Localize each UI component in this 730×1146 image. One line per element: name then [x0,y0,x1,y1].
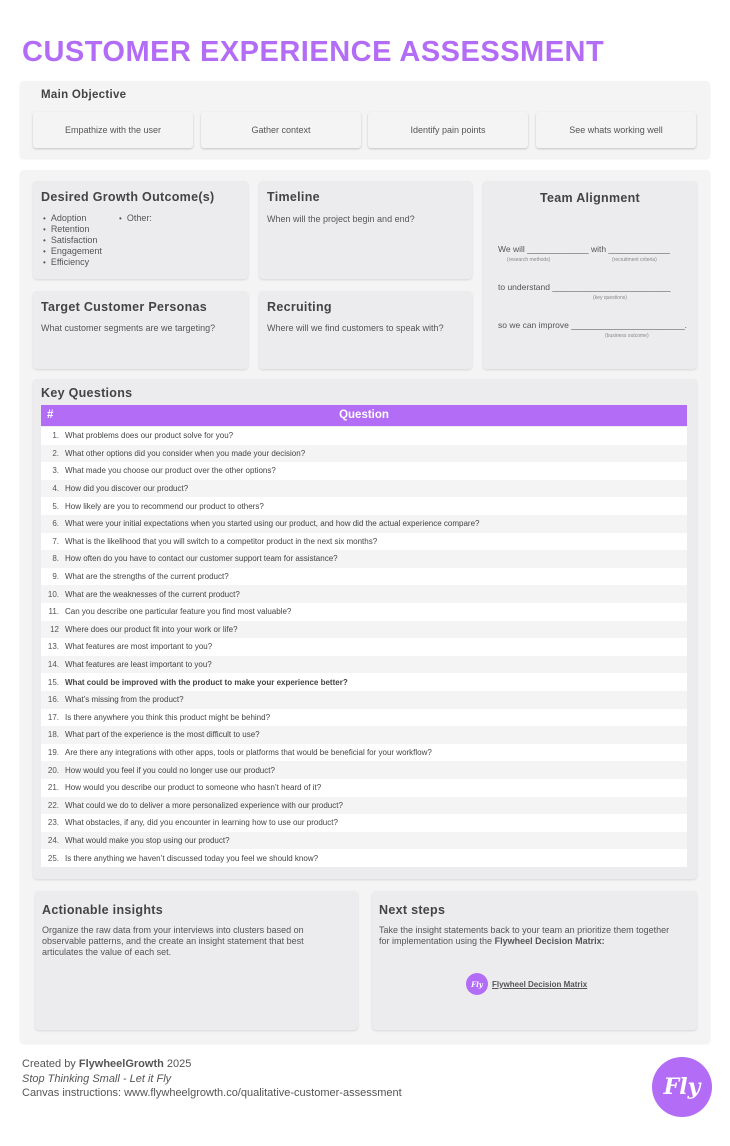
key-questions-card [33,379,697,879]
question-number: 24. [47,836,59,846]
question-text: What could be improved with the product to make your experience better? [65,677,348,687]
growth-outcome-list [43,213,102,268]
actionable-insights-card [35,891,358,1030]
timeline-card [259,181,472,279]
question-text: What part of the experience is the most difficult to use? [65,730,260,740]
question-number: 14. [47,660,59,670]
question-row [41,849,687,867]
main-objective-panel [20,81,710,158]
question-text: What were your initial expectations when you started using our product, and how did the actual experience compare? [65,519,480,529]
flywheel-decision-matrix-label: Flywheel Decision Matrix [492,979,588,989]
team-alignment-card [483,181,697,369]
question-row [41,726,687,744]
question-number: 8. [52,554,59,564]
growth-outcome-item: • Retention [43,224,102,235]
growth-outcome-item: • Satisfaction [43,235,102,246]
question-text: How likely are you to recommend our product to others? [65,501,264,511]
page-title: CUSTOMER EXPERIENCE ASSESSMENT [22,36,605,68]
next-steps-matrix-mention: Flywheel Decision Matrix: [494,936,605,946]
questions-table-header [41,405,687,426]
main-objective-title: Main Objective [41,89,127,101]
question-number: 12 [50,624,59,634]
next-steps-body: Take the insight statements back to your team an prioritize them together for implementation using the [379,925,670,946]
question-text: What obstacles, if any, did you encounter in learning how to use our product? [65,818,338,828]
question-row [41,585,687,603]
question-number: 22. [47,800,59,810]
alignment-line-research: We will _____________ with _____________ [498,244,670,254]
personas-title: Target Customer Personas [41,300,208,314]
alignment-sub-questions: (key questions) [593,295,627,301]
alignment-line-improve: so we can improve ________________________. [498,320,688,330]
question-text: What is the likelihood that you will switch to a competitor product in the next six months? [65,536,378,546]
question-text: Where does our product fit into your work or life? [65,624,238,634]
question-text: How would you feel if you could no longer use our product? [65,765,275,775]
question-row [41,744,687,762]
question-row [41,497,687,515]
question-number: 4. [52,484,59,494]
question-number: 9. [52,572,59,582]
footer-instructions: Canvas instructions: www.flywheelgrowth.co/qualitative-customer-assessment [22,1087,402,1099]
question-row [41,427,687,445]
question-row [41,761,687,779]
question-row [41,638,687,656]
growth-outcome-title: Desired Growth Outcome(s) [41,190,215,204]
question-text: How would you describe our product to someone who hasn’t heard of it? [65,783,322,793]
question-text: What could we do to deliver a more personalized experience with our product? [65,800,343,810]
question-row [41,797,687,815]
question-text: How did you discover our product? [65,484,189,494]
question-number: 13. [47,642,59,652]
question-text: Is there anywhere you think this product might be behind? [65,712,271,722]
question-row [41,656,687,674]
question-row [41,515,687,533]
question-number: 11. [48,607,59,617]
question-text: What other options did you consider when you made your decision? [65,448,306,458]
question-number: 21. [47,783,59,793]
question-row [41,832,687,850]
flywheel-logo-icon: Fly [466,973,488,995]
question-row [41,533,687,551]
timeline-text: When will the project begin and end? [267,214,415,224]
question-row [41,603,687,621]
question-text: What would make you stop using our product? [65,836,230,846]
recruiting-text: Where will we find customers to speak with? [267,323,444,333]
alignment-sub-criteria: (recruitment criteria) [612,257,657,263]
question-number: 3. [52,466,59,476]
question-row [41,462,687,480]
objective-working-well-button[interactable]: See whats working well [536,112,696,148]
recruiting-title: Recruiting [267,300,332,314]
personas-card [33,291,248,369]
question-text: What’s missing from the product? [65,695,184,705]
timeline-title: Timeline [267,190,320,204]
growth-other-list [119,213,152,224]
column-header-number: # [47,409,54,421]
team-alignment-title: Team Alignment [539,191,641,205]
personas-text: What customer segments are we targeting? [41,323,216,333]
question-row [41,709,687,727]
question-text: How often do you have to contact our customer support team for assistance? [65,554,338,564]
alignment-sub-research: (research methods) [507,257,551,263]
next-steps-card [372,891,697,1030]
flywheel-logo: Fly [652,1057,712,1117]
column-header-question: Question [339,409,389,421]
flywheel-decision-matrix-link[interactable] [466,973,587,995]
question-text: Can you describe one particular feature you find most valuable? [65,607,292,617]
question-text: What are the strengths of the current product? [65,572,229,582]
growth-outcome-item: • Engagement [43,246,102,257]
question-number: 16. [47,695,59,705]
question-row [41,673,687,691]
footer-brand: FlywheelGrowth [78,1058,164,1070]
question-number: 2. [52,448,59,458]
question-row [41,445,687,463]
footer [22,1057,402,1101]
question-number: 23. [47,818,59,828]
question-number: 15. [47,677,59,687]
question-text: What problems does our product solve for you? [65,431,234,441]
growth-outcome-card [33,181,248,279]
question-row [41,779,687,797]
question-number: 6. [52,519,59,529]
objective-empathize-button[interactable]: Empathize with the user [33,112,193,148]
key-questions-title: Key Questions [41,386,133,400]
next-steps-text [379,925,679,947]
insights-text: Organize the raw data from your interviews into clusters based on observable patterns, and the create an insight statement that best articulates the value of each set. [42,925,304,957]
question-number: 5. [52,501,59,511]
question-row [41,550,687,568]
footer-tagline: Stop Thinking Small - Let it Fly [22,1072,172,1085]
assessment-panel [20,170,710,1043]
question-text: What are the weaknesses of the current product? [65,589,240,599]
question-text: Is there anything we haven’t discussed today you feel we should know? [65,853,319,863]
question-number: 10. [47,589,59,599]
question-row [41,568,687,586]
question-number: 18. [47,730,59,740]
alignment-line-understand: to understand _________________________ [498,282,671,292]
alignment-sub-outcome: (business outcome) [605,333,649,339]
question-number: 20. [47,765,59,775]
question-text: What made you choose our product over the other options? [65,466,276,476]
footer-created-line [22,1057,402,1072]
growth-outcome-item: • Adoption [43,213,102,224]
insights-title: Actionable insights [42,903,163,917]
question-number: 25. [47,853,59,863]
question-number: 7. [52,536,59,546]
question-text: What features are least important to you? [65,660,212,670]
growth-outcome-item: • Efficiency [43,257,102,268]
next-steps-title: Next steps [379,903,446,917]
question-row [41,814,687,832]
question-number: 19. [47,748,59,758]
recruiting-card [259,291,472,369]
question-row [41,480,687,498]
objective-pain-points-button[interactable]: Identify pain points [368,112,528,148]
footer-year: 2025 [163,1058,192,1070]
footer-created-prefix: Created by [22,1058,79,1070]
growth-other-item: • Other: [119,213,152,224]
question-number: 1. [52,431,59,441]
question-text: What features are most important to you? [65,642,213,652]
question-number: 17. [47,712,59,722]
question-text: Are there any integrations with other apps, tools or platforms that would be beneficial for your workflow? [65,748,432,758]
objective-context-button[interactable]: Gather context [201,112,361,148]
question-row [41,691,687,709]
question-row [41,621,687,639]
